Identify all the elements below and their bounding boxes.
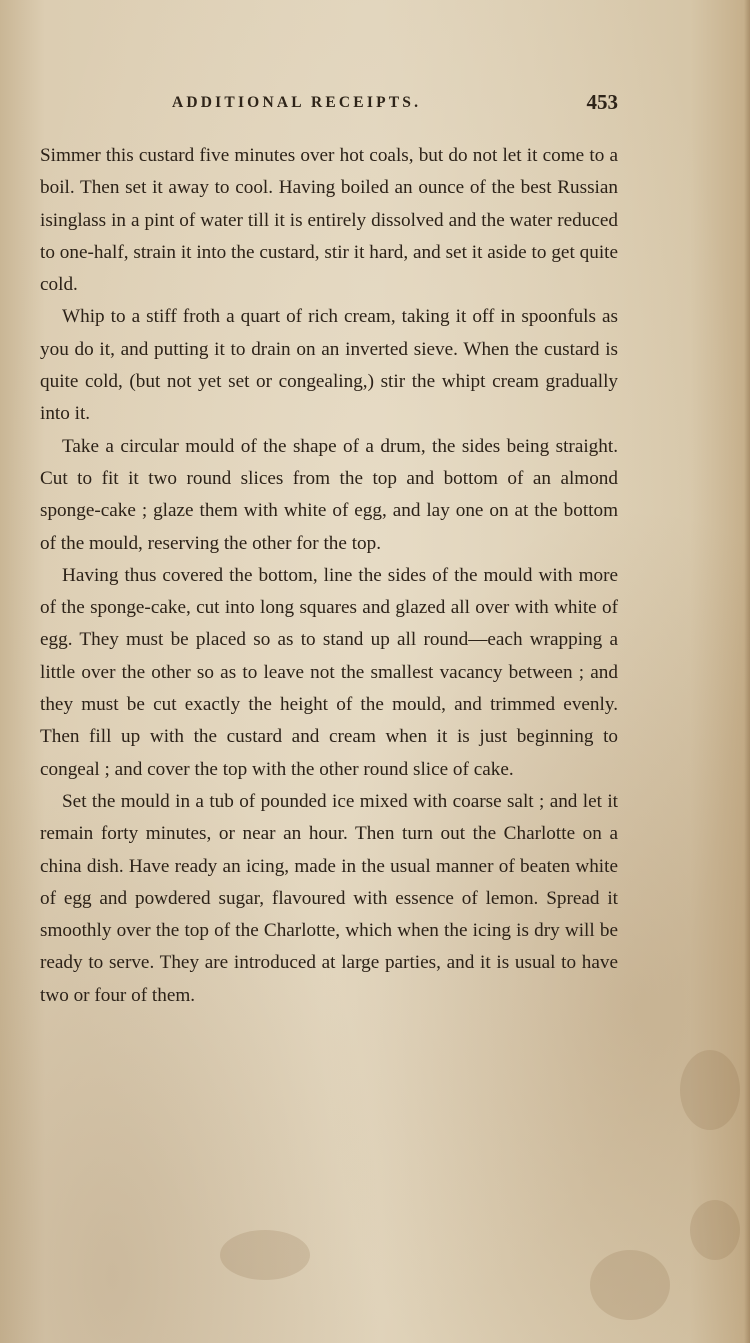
foxing-stain bbox=[220, 1230, 310, 1280]
foxing-stain bbox=[680, 1050, 740, 1130]
page-body bbox=[40, 140, 618, 1012]
page-header bbox=[40, 92, 618, 122]
paragraph: Set the mould in a tub of pounded ice mixed with coarse salt ; and let it remain forty minutes, or near an hour. Then turn out the Charlotte on a china dish. Have ready an icing, made in the usual manner of beaten white of egg and powdered sugar, flavoured with essence of lemon. Spread it smoothly over the top of the Charlotte, which when the icing is dry will be ready to serve. They are introduced at large parties, and it is usual to have two or four of them. bbox=[40, 790, 618, 1006]
foxing-stain bbox=[590, 1250, 670, 1320]
running-head: ADDITIONAL RECEIPTS. bbox=[172, 94, 422, 111]
foxing-stain bbox=[690, 1200, 740, 1260]
paragraph: Take a circular mould of the shape of a drum, the sides being straight. Cut to fit it two round slices from the top and bottom of an almond sponge-cake ; glaze them with white of egg, and lay one on at the bottom of the mould, reserving the other for the top. bbox=[40, 435, 618, 554]
paragraph: Whip to a stiff froth a quart of rich cream, taking it off in spoonfuls as you do it, and putting it to drain on an inverted sieve. When the custard is quite cold, (but not yet set or congealing,) stir the whipt cream gradually into it. bbox=[40, 306, 618, 425]
paragraph: Simmer this custard five minutes over hot coals, but do not let it come to a boil. Then set it away to cool. Having boiled an ounce of the best Russian isinglass in a pint of water till it is entirely dissolved and the water reduced to one-half, strain it into the custard, stir it hard, and set it aside to get quite cold. bbox=[40, 145, 618, 296]
page-number: 453 bbox=[586, 90, 618, 114]
page-edge bbox=[744, 0, 750, 1343]
paragraph: Having thus covered the bottom, line the sides of the mould with more of the sponge-cake, cut into long squares and glazed all over with white of egg. They must be placed so as to stand up all round—each wrapping a little over the other so as to leave not the smallest vacancy between ; and they must be cut exactly the height of the mould, and trimmed evenly. Then fill up with the custard and cream when it is just beginning to congeal ; and cover the top with the other round slice of cake. bbox=[40, 564, 618, 780]
